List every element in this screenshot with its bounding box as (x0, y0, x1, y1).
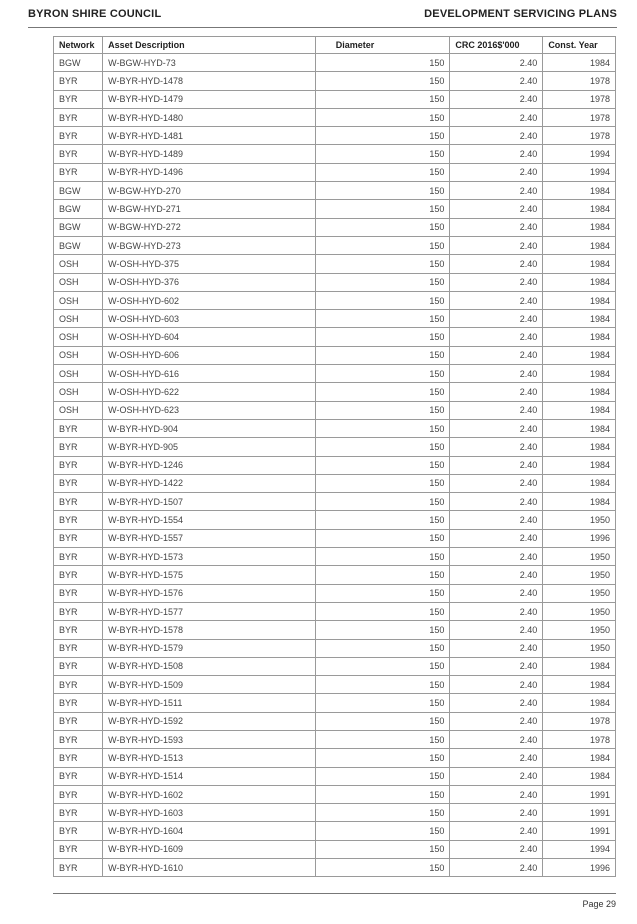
diameter-cell: 150 (315, 529, 450, 547)
crc-cell: 2.40 (450, 749, 543, 767)
const-year-cell: 1991 (543, 804, 616, 822)
const-year-cell: 1984 (543, 456, 616, 474)
diameter-cell: 150 (315, 840, 450, 858)
const-year-cell: 1978 (543, 72, 616, 90)
asset-description-cell: W-BYR-HYD-1593 (103, 730, 316, 748)
diameter-cell: 150 (315, 566, 450, 584)
const-year-cell: 1984 (543, 401, 616, 419)
crc-cell: 2.40 (450, 127, 543, 145)
crc-cell: 2.40 (450, 163, 543, 181)
diameter-cell: 150 (315, 346, 450, 364)
network-cell: BYR (54, 456, 103, 474)
network-cell: BYR (54, 493, 103, 511)
network-cell: BYR (54, 694, 103, 712)
council-name: BYRON SHIRE COUNCIL (28, 8, 162, 20)
const-year-cell: 1950 (543, 584, 616, 602)
diameter-cell: 150 (315, 328, 450, 346)
crc-cell: 2.40 (450, 54, 543, 72)
asset-description-cell: W-BYR-HYD-1603 (103, 804, 316, 822)
const-year-cell: 1984 (543, 218, 616, 236)
diameter-cell: 150 (315, 822, 450, 840)
const-year-cell: 1950 (543, 566, 616, 584)
const-year-cell: 1978 (543, 712, 616, 730)
asset-description-cell: W-BYR-HYD-1509 (103, 676, 316, 694)
diameter-cell: 150 (315, 383, 450, 401)
asset-description-cell: W-BYR-HYD-1554 (103, 511, 316, 529)
const-year-cell: 1984 (543, 694, 616, 712)
diameter-cell: 150 (315, 163, 450, 181)
table-row (54, 218, 616, 236)
const-year-cell: 1984 (543, 328, 616, 346)
crc-cell: 2.40 (450, 108, 543, 126)
network-cell: BYR (54, 529, 103, 547)
asset-description-cell: W-BYR-HYD-1480 (103, 108, 316, 126)
diameter-cell: 150 (315, 255, 450, 273)
crc-cell: 2.40 (450, 383, 543, 401)
crc-cell: 2.40 (450, 401, 543, 419)
asset-description-cell: W-OSH-HYD-375 (103, 255, 316, 273)
diameter-cell: 150 (315, 602, 450, 620)
network-cell: BYR (54, 163, 103, 181)
asset-description-cell: W-BYR-HYD-1610 (103, 859, 316, 877)
const-year-cell: 1994 (543, 145, 616, 163)
header-divider (28, 27, 617, 28)
asset-description-cell: W-BYR-HYD-1481 (103, 127, 316, 145)
diameter-cell: 150 (315, 291, 450, 309)
network-cell: BYR (54, 566, 103, 584)
crc-cell: 2.40 (450, 859, 543, 877)
column-header-diameter: Diameter (315, 37, 450, 54)
asset-description-cell: W-BYR-HYD-1557 (103, 529, 316, 547)
diameter-cell: 150 (315, 365, 450, 383)
table-row (54, 657, 616, 675)
table-row (54, 291, 616, 309)
crc-cell: 2.40 (450, 328, 543, 346)
crc-cell: 2.40 (450, 310, 543, 328)
const-year-cell: 1984 (543, 657, 616, 675)
table-row (54, 785, 616, 803)
table-row (54, 840, 616, 858)
diameter-cell: 150 (315, 108, 450, 126)
table-row (54, 72, 616, 90)
table-row (54, 365, 616, 383)
network-cell: BYR (54, 127, 103, 145)
asset-description-cell: W-BYR-HYD-1577 (103, 602, 316, 620)
table-row (54, 767, 616, 785)
table-row (54, 255, 616, 273)
network-cell: BYR (54, 712, 103, 730)
network-cell: BYR (54, 767, 103, 785)
network-cell: BYR (54, 145, 103, 163)
crc-cell: 2.40 (450, 236, 543, 254)
table-row (54, 474, 616, 492)
asset-description-cell: W-BGW-HYD-272 (103, 218, 316, 236)
diameter-cell: 150 (315, 639, 450, 657)
network-cell: OSH (54, 291, 103, 309)
table-row (54, 145, 616, 163)
diameter-cell: 150 (315, 401, 450, 419)
diameter-cell: 150 (315, 236, 450, 254)
diameter-cell: 150 (315, 676, 450, 694)
crc-cell: 2.40 (450, 676, 543, 694)
asset-description-cell: W-BYR-HYD-1575 (103, 566, 316, 584)
footer-divider (53, 893, 616, 894)
table-row (54, 602, 616, 620)
asset-description-cell: W-BGW-HYD-270 (103, 182, 316, 200)
table-row (54, 639, 616, 657)
const-year-cell: 1984 (543, 438, 616, 456)
table-row (54, 730, 616, 748)
column-header-network: Network (54, 37, 103, 54)
table-row (54, 529, 616, 547)
network-cell: BYR (54, 438, 103, 456)
const-year-cell: 1950 (543, 548, 616, 566)
network-cell: BYR (54, 859, 103, 877)
table-row (54, 108, 616, 126)
diameter-cell: 150 (315, 511, 450, 529)
crc-cell: 2.40 (450, 456, 543, 474)
network-cell: BYR (54, 676, 103, 694)
table-row (54, 438, 616, 456)
const-year-cell: 1984 (543, 273, 616, 291)
crc-cell: 2.40 (450, 200, 543, 218)
table-row (54, 456, 616, 474)
const-year-cell: 1950 (543, 621, 616, 639)
column-header-const-year: Const. Year (543, 37, 616, 54)
table-row (54, 694, 616, 712)
diameter-cell: 150 (315, 804, 450, 822)
const-year-cell: 1984 (543, 182, 616, 200)
crc-cell: 2.40 (450, 529, 543, 547)
asset-description-cell: W-BYR-HYD-1602 (103, 785, 316, 803)
diameter-cell: 150 (315, 749, 450, 767)
asset-description-cell: W-BYR-HYD-1508 (103, 657, 316, 675)
crc-cell: 2.40 (450, 712, 543, 730)
const-year-cell: 1984 (543, 236, 616, 254)
const-year-cell: 1984 (543, 474, 616, 492)
const-year-cell: 1991 (543, 785, 616, 803)
diameter-cell: 150 (315, 438, 450, 456)
const-year-cell: 1984 (543, 493, 616, 511)
diameter-cell: 150 (315, 493, 450, 511)
network-cell: BYR (54, 639, 103, 657)
network-cell: BYR (54, 602, 103, 620)
const-year-cell: 1984 (543, 676, 616, 694)
diameter-cell: 150 (315, 145, 450, 163)
network-cell: OSH (54, 401, 103, 419)
crc-cell: 2.40 (450, 566, 543, 584)
diameter-cell: 150 (315, 548, 450, 566)
crc-cell: 2.40 (450, 785, 543, 803)
crc-cell: 2.40 (450, 767, 543, 785)
const-year-cell: 1994 (543, 840, 616, 858)
network-cell: BGW (54, 182, 103, 200)
asset-description-cell: W-BYR-HYD-1573 (103, 548, 316, 566)
asset-description-cell: W-OSH-HYD-616 (103, 365, 316, 383)
table-row (54, 511, 616, 529)
diameter-cell: 150 (315, 419, 450, 437)
diameter-cell: 150 (315, 859, 450, 877)
crc-cell: 2.40 (450, 548, 543, 566)
asset-description-cell: W-BYR-HYD-1507 (103, 493, 316, 511)
diameter-cell: 150 (315, 182, 450, 200)
table-row (54, 163, 616, 181)
diameter-cell: 150 (315, 712, 450, 730)
diameter-cell: 150 (315, 694, 450, 712)
const-year-cell: 1950 (543, 511, 616, 529)
network-cell: OSH (54, 346, 103, 364)
const-year-cell: 1984 (543, 767, 616, 785)
const-year-cell: 1984 (543, 346, 616, 364)
asset-description-cell: W-OSH-HYD-622 (103, 383, 316, 401)
column-header-crc: CRC 2016$'000 (450, 37, 543, 54)
const-year-cell: 1984 (543, 310, 616, 328)
table-row (54, 419, 616, 437)
table-body (54, 54, 616, 877)
diameter-cell: 150 (315, 456, 450, 474)
table-row (54, 346, 616, 364)
network-cell: BGW (54, 218, 103, 236)
diameter-cell: 150 (315, 90, 450, 108)
table-row (54, 383, 616, 401)
diameter-cell: 150 (315, 218, 450, 236)
const-year-cell: 1984 (543, 54, 616, 72)
network-cell: OSH (54, 255, 103, 273)
diameter-cell: 150 (315, 584, 450, 602)
asset-description-cell: W-BYR-HYD-1576 (103, 584, 316, 602)
network-cell: BYR (54, 108, 103, 126)
network-cell: BYR (54, 419, 103, 437)
asset-description-cell: W-OSH-HYD-603 (103, 310, 316, 328)
const-year-cell: 1994 (543, 163, 616, 181)
table-row (54, 182, 616, 200)
network-cell: BYR (54, 548, 103, 566)
network-cell: OSH (54, 328, 103, 346)
asset-description-cell: W-BYR-HYD-1513 (103, 749, 316, 767)
diameter-cell: 150 (315, 621, 450, 639)
crc-cell: 2.40 (450, 346, 543, 364)
crc-cell: 2.40 (450, 822, 543, 840)
asset-description-cell: W-BYR-HYD-1246 (103, 456, 316, 474)
table-row (54, 676, 616, 694)
asset-description-cell: W-BYR-HYD-1479 (103, 90, 316, 108)
table-row (54, 493, 616, 511)
network-cell: BYR (54, 804, 103, 822)
diameter-cell: 150 (315, 657, 450, 675)
table-row (54, 273, 616, 291)
crc-cell: 2.40 (450, 365, 543, 383)
crc-cell: 2.40 (450, 657, 543, 675)
network-cell: BYR (54, 730, 103, 748)
network-cell: BYR (54, 749, 103, 767)
asset-description-cell: W-BYR-HYD-1592 (103, 712, 316, 730)
network-cell: BYR (54, 657, 103, 675)
network-cell: BYR (54, 72, 103, 90)
diameter-cell: 150 (315, 273, 450, 291)
network-cell: BYR (54, 840, 103, 858)
table-row (54, 548, 616, 566)
crc-cell: 2.40 (450, 621, 543, 639)
network-cell: OSH (54, 310, 103, 328)
document-title: DEVELOPMENT SERVICING PLANS (424, 8, 617, 20)
diameter-cell: 150 (315, 54, 450, 72)
crc-cell: 2.40 (450, 730, 543, 748)
table-row (54, 804, 616, 822)
const-year-cell: 1950 (543, 639, 616, 657)
network-cell: BYR (54, 474, 103, 492)
diameter-cell: 150 (315, 310, 450, 328)
const-year-cell: 1978 (543, 108, 616, 126)
network-cell: BYR (54, 822, 103, 840)
const-year-cell: 1978 (543, 90, 616, 108)
table-header-row (54, 37, 616, 54)
network-cell: BGW (54, 236, 103, 254)
crc-cell: 2.40 (450, 639, 543, 657)
network-cell: OSH (54, 383, 103, 401)
asset-description-cell: W-BYR-HYD-1511 (103, 694, 316, 712)
const-year-cell: 1991 (543, 822, 616, 840)
diameter-cell: 150 (315, 474, 450, 492)
table-row (54, 859, 616, 877)
asset-description-cell: W-BGW-HYD-271 (103, 200, 316, 218)
crc-cell: 2.40 (450, 804, 543, 822)
asset-description-cell: W-OSH-HYD-623 (103, 401, 316, 419)
asset-description-cell: W-OSH-HYD-604 (103, 328, 316, 346)
network-cell: OSH (54, 273, 103, 291)
asset-description-cell: W-BYR-HYD-1489 (103, 145, 316, 163)
crc-cell: 2.40 (450, 438, 543, 456)
asset-description-cell: W-BYR-HYD-905 (103, 438, 316, 456)
asset-description-cell: W-BYR-HYD-1496 (103, 163, 316, 181)
const-year-cell: 1984 (543, 200, 616, 218)
crc-cell: 2.40 (450, 273, 543, 291)
network-cell: BGW (54, 54, 103, 72)
crc-cell: 2.40 (450, 840, 543, 858)
crc-cell: 2.40 (450, 474, 543, 492)
page-number: Page 29 (582, 899, 616, 909)
table-row (54, 328, 616, 346)
table-row (54, 54, 616, 72)
crc-cell: 2.40 (450, 291, 543, 309)
asset-description-cell: W-OSH-HYD-602 (103, 291, 316, 309)
column-header-asset-description: Asset Description (103, 37, 316, 54)
crc-cell: 2.40 (450, 72, 543, 90)
asset-description-cell: W-OSH-HYD-606 (103, 346, 316, 364)
const-year-cell: 1984 (543, 365, 616, 383)
network-cell: BYR (54, 785, 103, 803)
network-cell: BGW (54, 200, 103, 218)
const-year-cell: 1984 (543, 291, 616, 309)
crc-cell: 2.40 (450, 218, 543, 236)
table-row (54, 200, 616, 218)
asset-description-cell: W-BYR-HYD-904 (103, 419, 316, 437)
table-row (54, 566, 616, 584)
table-row (54, 822, 616, 840)
crc-cell: 2.40 (450, 511, 543, 529)
table-row (54, 401, 616, 419)
network-cell: BYR (54, 584, 103, 602)
diameter-cell: 150 (315, 72, 450, 90)
table-row (54, 127, 616, 145)
diameter-cell: 150 (315, 200, 450, 218)
diameter-cell: 150 (315, 767, 450, 785)
crc-cell: 2.40 (450, 493, 543, 511)
table-row (54, 621, 616, 639)
network-cell: BYR (54, 511, 103, 529)
table-row (54, 90, 616, 108)
asset-description-cell: W-BYR-HYD-1579 (103, 639, 316, 657)
crc-cell: 2.40 (450, 694, 543, 712)
const-year-cell: 1996 (543, 859, 616, 877)
const-year-cell: 1996 (543, 529, 616, 547)
const-year-cell: 1978 (543, 127, 616, 145)
asset-description-cell: W-OSH-HYD-376 (103, 273, 316, 291)
const-year-cell: 1978 (543, 730, 616, 748)
network-cell: BYR (54, 621, 103, 639)
asset-description-cell: W-BYR-HYD-1514 (103, 767, 316, 785)
network-cell: OSH (54, 365, 103, 383)
asset-description-cell: W-BGW-HYD-73 (103, 54, 316, 72)
const-year-cell: 1984 (543, 255, 616, 273)
table-row (54, 236, 616, 254)
crc-cell: 2.40 (450, 584, 543, 602)
const-year-cell: 1950 (543, 602, 616, 620)
network-cell: BYR (54, 90, 103, 108)
asset-description-cell: W-BYR-HYD-1609 (103, 840, 316, 858)
asset-description-cell: W-BYR-HYD-1422 (103, 474, 316, 492)
asset-description-cell: W-BYR-HYD-1478 (103, 72, 316, 90)
diameter-cell: 150 (315, 730, 450, 748)
asset-description-cell: W-BGW-HYD-273 (103, 236, 316, 254)
asset-description-cell: W-BYR-HYD-1604 (103, 822, 316, 840)
crc-cell: 2.40 (450, 419, 543, 437)
asset-description-cell: W-BYR-HYD-1578 (103, 621, 316, 639)
crc-cell: 2.40 (450, 182, 543, 200)
crc-cell: 2.40 (450, 602, 543, 620)
diameter-cell: 150 (315, 785, 450, 803)
table-row (54, 310, 616, 328)
asset-table (53, 36, 616, 877)
const-year-cell: 1984 (543, 749, 616, 767)
diameter-cell: 150 (315, 127, 450, 145)
const-year-cell: 1984 (543, 383, 616, 401)
crc-cell: 2.40 (450, 255, 543, 273)
table-row (54, 749, 616, 767)
crc-cell: 2.40 (450, 90, 543, 108)
const-year-cell: 1984 (543, 419, 616, 437)
table-row (54, 712, 616, 730)
crc-cell: 2.40 (450, 145, 543, 163)
table-row (54, 584, 616, 602)
